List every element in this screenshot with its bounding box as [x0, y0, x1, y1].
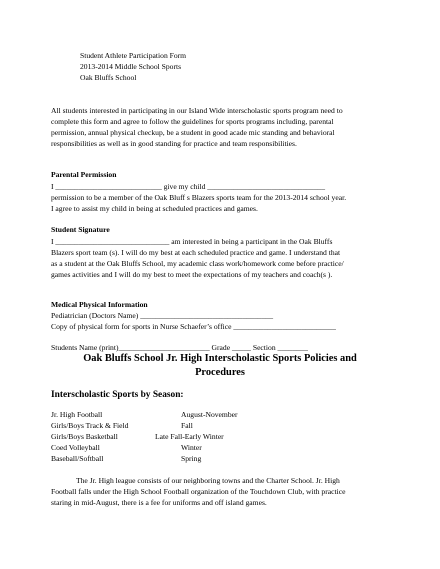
season-heading: Interscholastic Sports by Season:	[51, 390, 184, 400]
sport-name: Girls/Boys Track & Field	[51, 421, 129, 430]
parental-line-3: I agree to assist my child in being at scheduled practices and games.	[51, 204, 258, 213]
sport-name: Coed Volleyball	[51, 443, 100, 452]
student-line-1: I ______________________________ am interested in being a participant in the Oak Bluffs	[51, 237, 333, 246]
parental-permission-heading: Parental Permission	[51, 170, 117, 179]
school-name: Oak Bluffs School	[80, 73, 137, 82]
intro-line-4: responsibilities as well as in good standing for practice and team responsibilities.	[51, 139, 297, 148]
student-line-4: games activities and I will do my best to meet the expectations of my teachers and coach(s ).	[51, 270, 333, 279]
intro-line-1: All students interested in participating in our Island Wide interscholastic sports program need to	[51, 106, 343, 115]
student-line-2: Blazers sport team (s). I will do my best at each scheduled practice and game. I understand that	[51, 248, 341, 257]
student-signature-heading: Student Signature	[51, 225, 110, 234]
sport-season: Late Fall-Early Winter	[155, 432, 224, 441]
physical-form-line: Copy of physical form for sports in Nurse Schaefer’s office ___________________________	[51, 322, 336, 331]
closing-line-1: The Jr. High league consists of our neighboring towns and the Charter School. Jr. High	[76, 476, 340, 485]
sport-name: Girls/Boys Basketball	[51, 432, 118, 441]
parental-line-1: I ____________________________ give my child _______________________________	[51, 182, 325, 191]
form-year: 2013-2014 Middle School Sports	[80, 62, 182, 71]
closing-line-2: Football falls under the High School Football organization of the Touchdown Club, with practice	[51, 487, 346, 496]
intro-line-3: permission, annual physical checkup, be a student in good acade mic standing and behavioral	[51, 128, 335, 137]
sport-name: Jr. High Football	[51, 410, 103, 419]
parental-line-2: permission to be a member of the Oak Bluff s Blazers sports team for the 2013-2014 school year.	[51, 193, 347, 202]
sport-season: August-November	[181, 410, 238, 419]
medical-heading: Medical Physical Information	[51, 300, 148, 309]
policies-title-line-1: Oak Bluffs School Jr. High Interscholastic Sports Policies and	[83, 353, 357, 364]
student-line-3: as a student at the Oak Bluffs School, my academic class work/homework come before practice/	[51, 259, 344, 268]
students-name-line: Students Name (print)________________________ Grade _____ Section ________	[51, 343, 308, 352]
policies-title-line-2: Procedures	[195, 367, 245, 378]
sport-season: Winter	[181, 443, 202, 452]
sport-season: Spring	[181, 454, 202, 463]
sport-name: Baseball/Softball	[51, 454, 104, 463]
intro-line-2: complete this form and agree to follow the guidelines for sports programs including, parental	[51, 117, 334, 126]
closing-line-3: staring in mid-August, there is a fee for uniforms and off island games.	[51, 498, 267, 507]
form-title: Student Athlete Participation Form	[80, 51, 187, 60]
sport-season: Fall	[181, 421, 193, 430]
pediatrician-line: Pediatrician (Doctors Name) ___________________________________	[51, 311, 274, 320]
